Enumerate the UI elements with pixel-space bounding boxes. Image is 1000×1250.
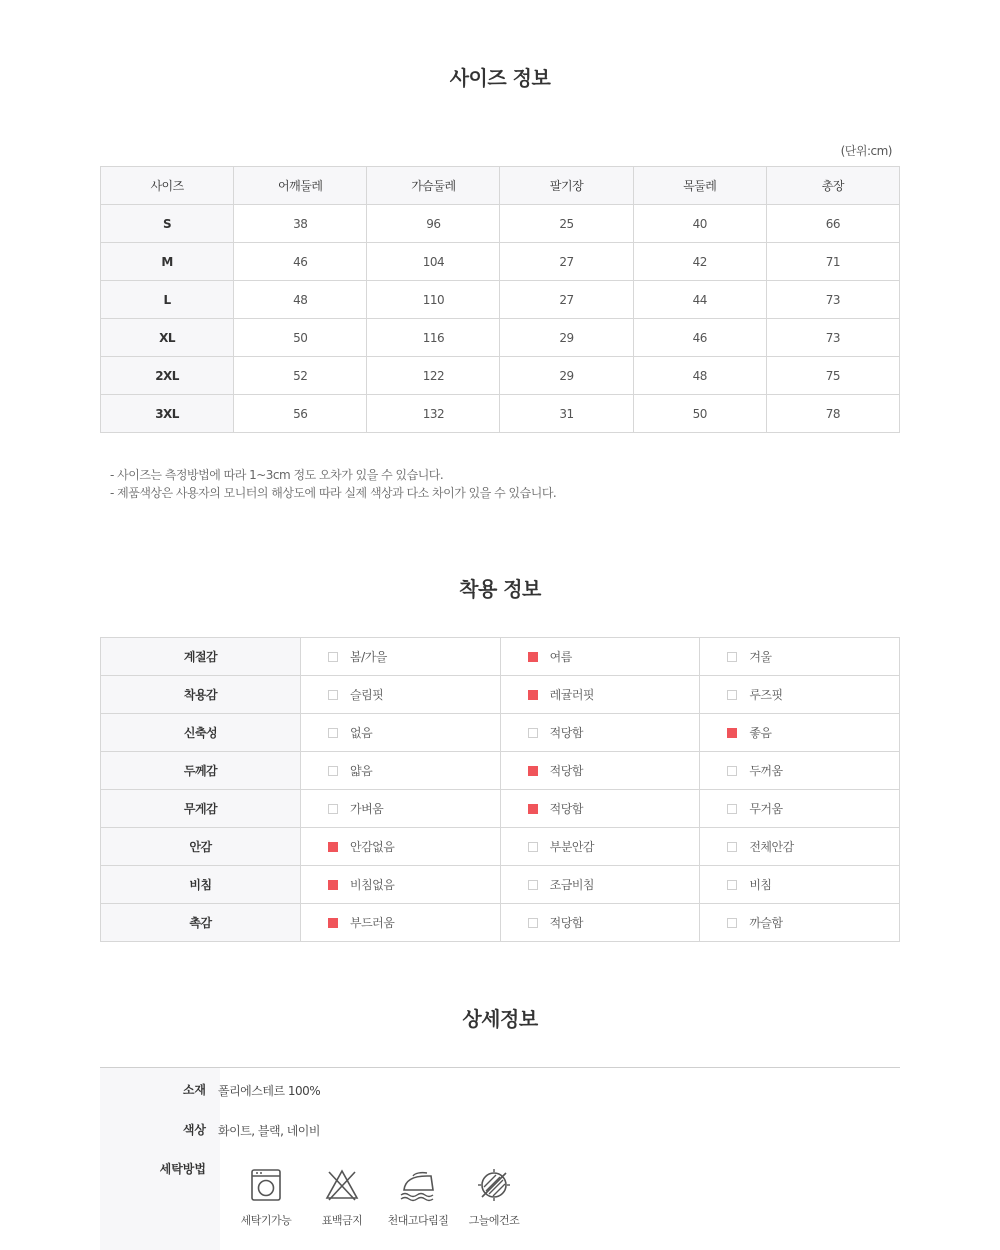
fit-option <box>700 752 900 790</box>
header-cell: 사이즈 <box>101 167 234 205</box>
fit-option-label: 없음 <box>350 726 373 740</box>
size-value-cell: 46 <box>633 319 766 357</box>
checked-box-icon <box>727 728 737 738</box>
unchecked-box-icon <box>328 804 338 814</box>
table-row <box>101 676 900 714</box>
size-table <box>100 166 900 433</box>
color-value: 화이트, 블랙, 네이비 <box>218 1124 320 1138</box>
unchecked-box-icon <box>727 766 737 776</box>
header-cell: 총장 <box>766 167 899 205</box>
table-row <box>101 790 900 828</box>
table-row <box>101 395 900 433</box>
fit-option <box>500 676 700 714</box>
unchecked-box-icon <box>328 690 338 700</box>
care-item <box>302 1168 382 1228</box>
material-value: 폴리에스테르 100% <box>218 1084 321 1098</box>
fit-option-label: 가벼움 <box>350 802 384 816</box>
size-value-cell: 132 <box>367 395 500 433</box>
fit-option-label: 안감없음 <box>350 840 395 854</box>
fit-label-cell: 비침 <box>101 866 301 904</box>
fit-label-cell: 신축성 <box>101 714 301 752</box>
color-label: 색상 <box>182 1123 206 1137</box>
unchecked-box-icon <box>328 766 338 776</box>
header-cell: 가슴둘레 <box>367 167 500 205</box>
shade-dry-icon <box>477 1168 511 1202</box>
table-row <box>101 281 900 319</box>
table-row <box>101 205 900 243</box>
fit-option-label: 적당함 <box>549 726 583 740</box>
fit-label-cell: 착용감 <box>101 676 301 714</box>
unchecked-box-icon <box>328 652 338 662</box>
fit-option-label: 전체안감 <box>749 840 794 854</box>
fit-option <box>700 638 900 676</box>
table-row <box>101 828 900 866</box>
fit-option <box>700 676 900 714</box>
fit-option-label: 조금비침 <box>549 878 595 892</box>
unchecked-box-icon <box>528 728 538 738</box>
size-value-cell: 73 <box>766 319 899 357</box>
size-value-cell: 46 <box>234 243 367 281</box>
table-row <box>101 714 900 752</box>
size-value-cell: 75 <box>766 357 899 395</box>
detail-panel <box>100 1067 900 1250</box>
fit-option-label: 부드러움 <box>350 916 395 930</box>
size-value-cell: 73 <box>766 281 899 319</box>
care-item <box>454 1168 534 1228</box>
checked-box-icon <box>328 918 338 928</box>
checked-box-icon <box>528 690 538 700</box>
washing-machine-icon <box>249 1168 283 1202</box>
size-table-header <box>101 167 900 205</box>
size-label-cell: XL <box>101 319 234 357</box>
size-label-cell: 2XL <box>101 357 234 395</box>
no-bleach-icon <box>325 1168 359 1202</box>
table-row <box>101 904 900 942</box>
checked-box-icon <box>328 842 338 852</box>
fit-option <box>700 904 900 942</box>
fit-label-cell: 안감 <box>101 828 301 866</box>
size-value-cell: 116 <box>367 319 500 357</box>
unchecked-box-icon <box>328 728 338 738</box>
table-row <box>101 319 900 357</box>
size-value-cell: 50 <box>234 319 367 357</box>
unchecked-box-icon <box>727 690 737 700</box>
fit-option <box>301 866 501 904</box>
fit-option <box>500 828 700 866</box>
note-line: - 사이즈는 측정방법에 따라 1~3cm 정도 오차가 있을 수 있습니다. <box>110 468 444 482</box>
fit-option-label: 무거움 <box>749 802 783 816</box>
checked-box-icon <box>528 652 538 662</box>
size-value-cell: 56 <box>234 395 367 433</box>
size-value-cell: 78 <box>766 395 899 433</box>
unchecked-box-icon <box>528 880 538 890</box>
washing-label: 세탁방법 <box>159 1162 206 1176</box>
unchecked-box-icon <box>528 842 538 852</box>
unchecked-box-icon <box>727 880 737 890</box>
fit-option-label: 적당함 <box>549 916 583 930</box>
care-item <box>226 1168 306 1228</box>
size-label-cell: 3XL <box>101 395 234 433</box>
fit-option <box>301 714 501 752</box>
fit-option <box>301 638 501 676</box>
fit-table <box>100 637 900 942</box>
fit-option-label: 두꺼움 <box>749 764 783 778</box>
fit-option <box>500 904 700 942</box>
fit-option <box>500 866 700 904</box>
unchecked-box-icon <box>727 804 737 814</box>
size-value-cell: 48 <box>633 357 766 395</box>
fit-option-label: 겨울 <box>749 650 772 664</box>
size-value-cell: 29 <box>500 319 633 357</box>
table-row <box>101 243 900 281</box>
size-notes <box>110 466 556 502</box>
note-line: - 제품색상은 사용자의 모니터의 해상도에 따라 실제 색상과 다소 차이가 있을 수 있습니다. <box>110 486 557 500</box>
header-cell: 팔기장 <box>500 167 633 205</box>
size-value-cell: 50 <box>633 395 766 433</box>
detail-section-title: 상세정보 <box>462 1007 538 1031</box>
fit-option-label: 까슬함 <box>749 916 783 930</box>
size-value-cell: 52 <box>234 357 367 395</box>
size-value-cell: 96 <box>367 205 500 243</box>
fit-option-label: 여름 <box>549 650 572 664</box>
iron-cloth-icon <box>399 1168 437 1202</box>
fit-label-cell: 촉감 <box>101 904 301 942</box>
fit-option <box>500 714 700 752</box>
size-value-cell: 48 <box>234 281 367 319</box>
size-value-cell: 40 <box>633 205 766 243</box>
fit-option-label: 적당함 <box>549 764 583 778</box>
fit-option-label: 부분안감 <box>549 840 595 854</box>
fit-label-cell: 무게감 <box>101 790 301 828</box>
care-label: 그늘에건조 <box>468 1214 520 1227</box>
unchecked-box-icon <box>727 918 737 928</box>
size-label-cell: S <box>101 205 234 243</box>
header-cell: 어깨둘레 <box>234 167 367 205</box>
unit-label: (단위:cm) <box>840 144 892 158</box>
fit-option-label: 비침 <box>749 878 772 892</box>
size-value-cell: 110 <box>367 281 500 319</box>
size-value-cell: 27 <box>500 281 633 319</box>
checked-box-icon <box>328 880 338 890</box>
size-section-title: 사이즈 정보 <box>449 66 551 90</box>
care-label: 세탁기가능 <box>240 1214 292 1227</box>
unchecked-box-icon <box>727 842 737 852</box>
care-label: 천대고다림질 <box>387 1214 449 1227</box>
fit-option <box>700 790 900 828</box>
material-label: 소재 <box>182 1083 206 1097</box>
checked-box-icon <box>528 766 538 776</box>
size-value-cell: 27 <box>500 243 633 281</box>
fit-option <box>700 828 900 866</box>
fit-label-cell: 계절감 <box>101 638 301 676</box>
fit-option-label: 적당함 <box>549 802 583 816</box>
fit-option <box>301 752 501 790</box>
unchecked-box-icon <box>528 918 538 928</box>
care-item <box>378 1168 458 1228</box>
fit-option <box>301 790 501 828</box>
fit-option-label: 얇음 <box>350 764 373 778</box>
table-row <box>101 866 900 904</box>
table-row <box>101 752 900 790</box>
size-value-cell: 42 <box>633 243 766 281</box>
size-label-cell: L <box>101 281 234 319</box>
detail-label-column <box>100 1068 220 1250</box>
table-row <box>101 638 900 676</box>
fit-option <box>500 752 700 790</box>
fit-option-label: 슬림핏 <box>350 688 384 702</box>
fit-option <box>500 790 700 828</box>
fit-option <box>301 904 501 942</box>
fit-option <box>700 866 900 904</box>
size-value-cell: 66 <box>766 205 899 243</box>
size-value-cell: 31 <box>500 395 633 433</box>
fit-option <box>301 828 501 866</box>
fit-option-label: 레귤러핏 <box>549 688 595 702</box>
size-value-cell: 44 <box>633 281 766 319</box>
size-value-cell: 29 <box>500 357 633 395</box>
fit-option-label: 봄/가을 <box>350 650 387 664</box>
fit-option <box>700 714 900 752</box>
size-value-cell: 38 <box>234 205 367 243</box>
size-value-cell: 104 <box>367 243 500 281</box>
fit-section-title: 착용 정보 <box>459 577 541 601</box>
size-value-cell: 122 <box>367 357 500 395</box>
fit-option-label: 비침없음 <box>350 878 395 892</box>
fit-option-label: 루즈핏 <box>749 688 783 702</box>
fit-option <box>301 676 501 714</box>
unchecked-box-icon <box>727 652 737 662</box>
header-cell: 목둘레 <box>633 167 766 205</box>
fit-label-cell: 두께감 <box>101 752 301 790</box>
care-label: 표백금지 <box>321 1214 363 1227</box>
table-row <box>101 357 900 395</box>
checked-box-icon <box>528 804 538 814</box>
size-label-cell: M <box>101 243 234 281</box>
size-value-cell: 25 <box>500 205 633 243</box>
fit-option-label: 좋음 <box>749 726 772 740</box>
fit-option <box>500 638 700 676</box>
size-value-cell: 71 <box>766 243 899 281</box>
